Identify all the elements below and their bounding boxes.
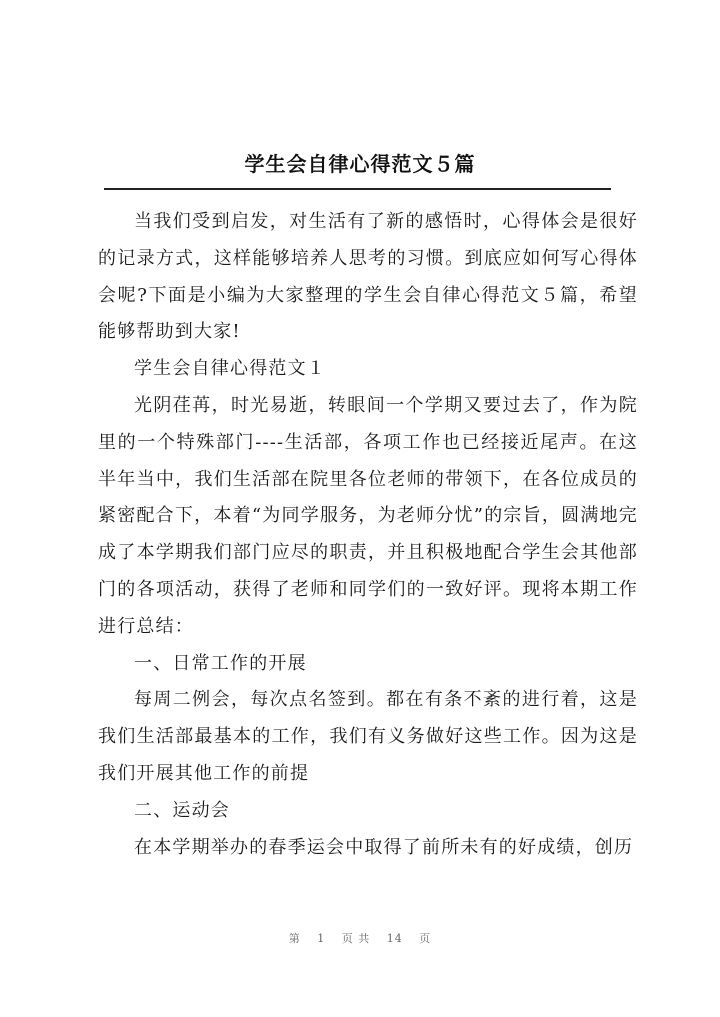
current-page-number: 1 [317,932,326,945]
section-paragraph: 在本学期举办的春季运会中取得了前所未有的好成绩，创历 [134,836,634,858]
page-title: 学生会自律心得范文５篇 [244,152,476,176]
section-heading: 二、运动会 [134,799,230,821]
page-label-prefix: 第 [288,932,301,945]
page-label-middle: 页 共 [341,932,371,945]
title-divider [104,188,611,190]
section-paragraph: 每周二例会，每次点名签到。都在有条不紊的进行着，这是我们生活部最基本的工作，我们有义务做好这些工作。因为这是我们开展其他工作的前提 [98,689,638,784]
essay-paragraph: 光阴荏苒，时光易逝，转眼间一个学期又要过去了，作为院里的一个特殊部门----生活部，各项工作也已经接近尾声。在这半年当中，我们生活部在院里各位老师的带领下，在各位成员的紧密配合下，本着“为同学服务，为老师分忧”的宗旨，圆满地完成了本学期我们部门应尽的职责，并且积极地配合学生会其他部门的各项活动，获得了老师和同学们的一致好评。现将本期工作进行总结： [98,394,638,637]
page-label-suffix: 页 [419,932,432,945]
document-body [98,204,638,866]
intro-paragraph: 当我们受到启发，对生活有了新的感悟时，心得体会是很好的记录方式，这样能够培养人思考的习惯。到底应如何写心得体会呢?下面是小编为大家整理的学生会自律心得范文５篇，希望能够帮助到大家! [98,211,638,343]
section-heading: 一、日常工作的开展 [134,652,307,674]
page-footer [0,930,720,946]
total-page-count: 14 [386,932,403,945]
essay-heading: 学生会自律心得范文１ [134,358,326,380]
